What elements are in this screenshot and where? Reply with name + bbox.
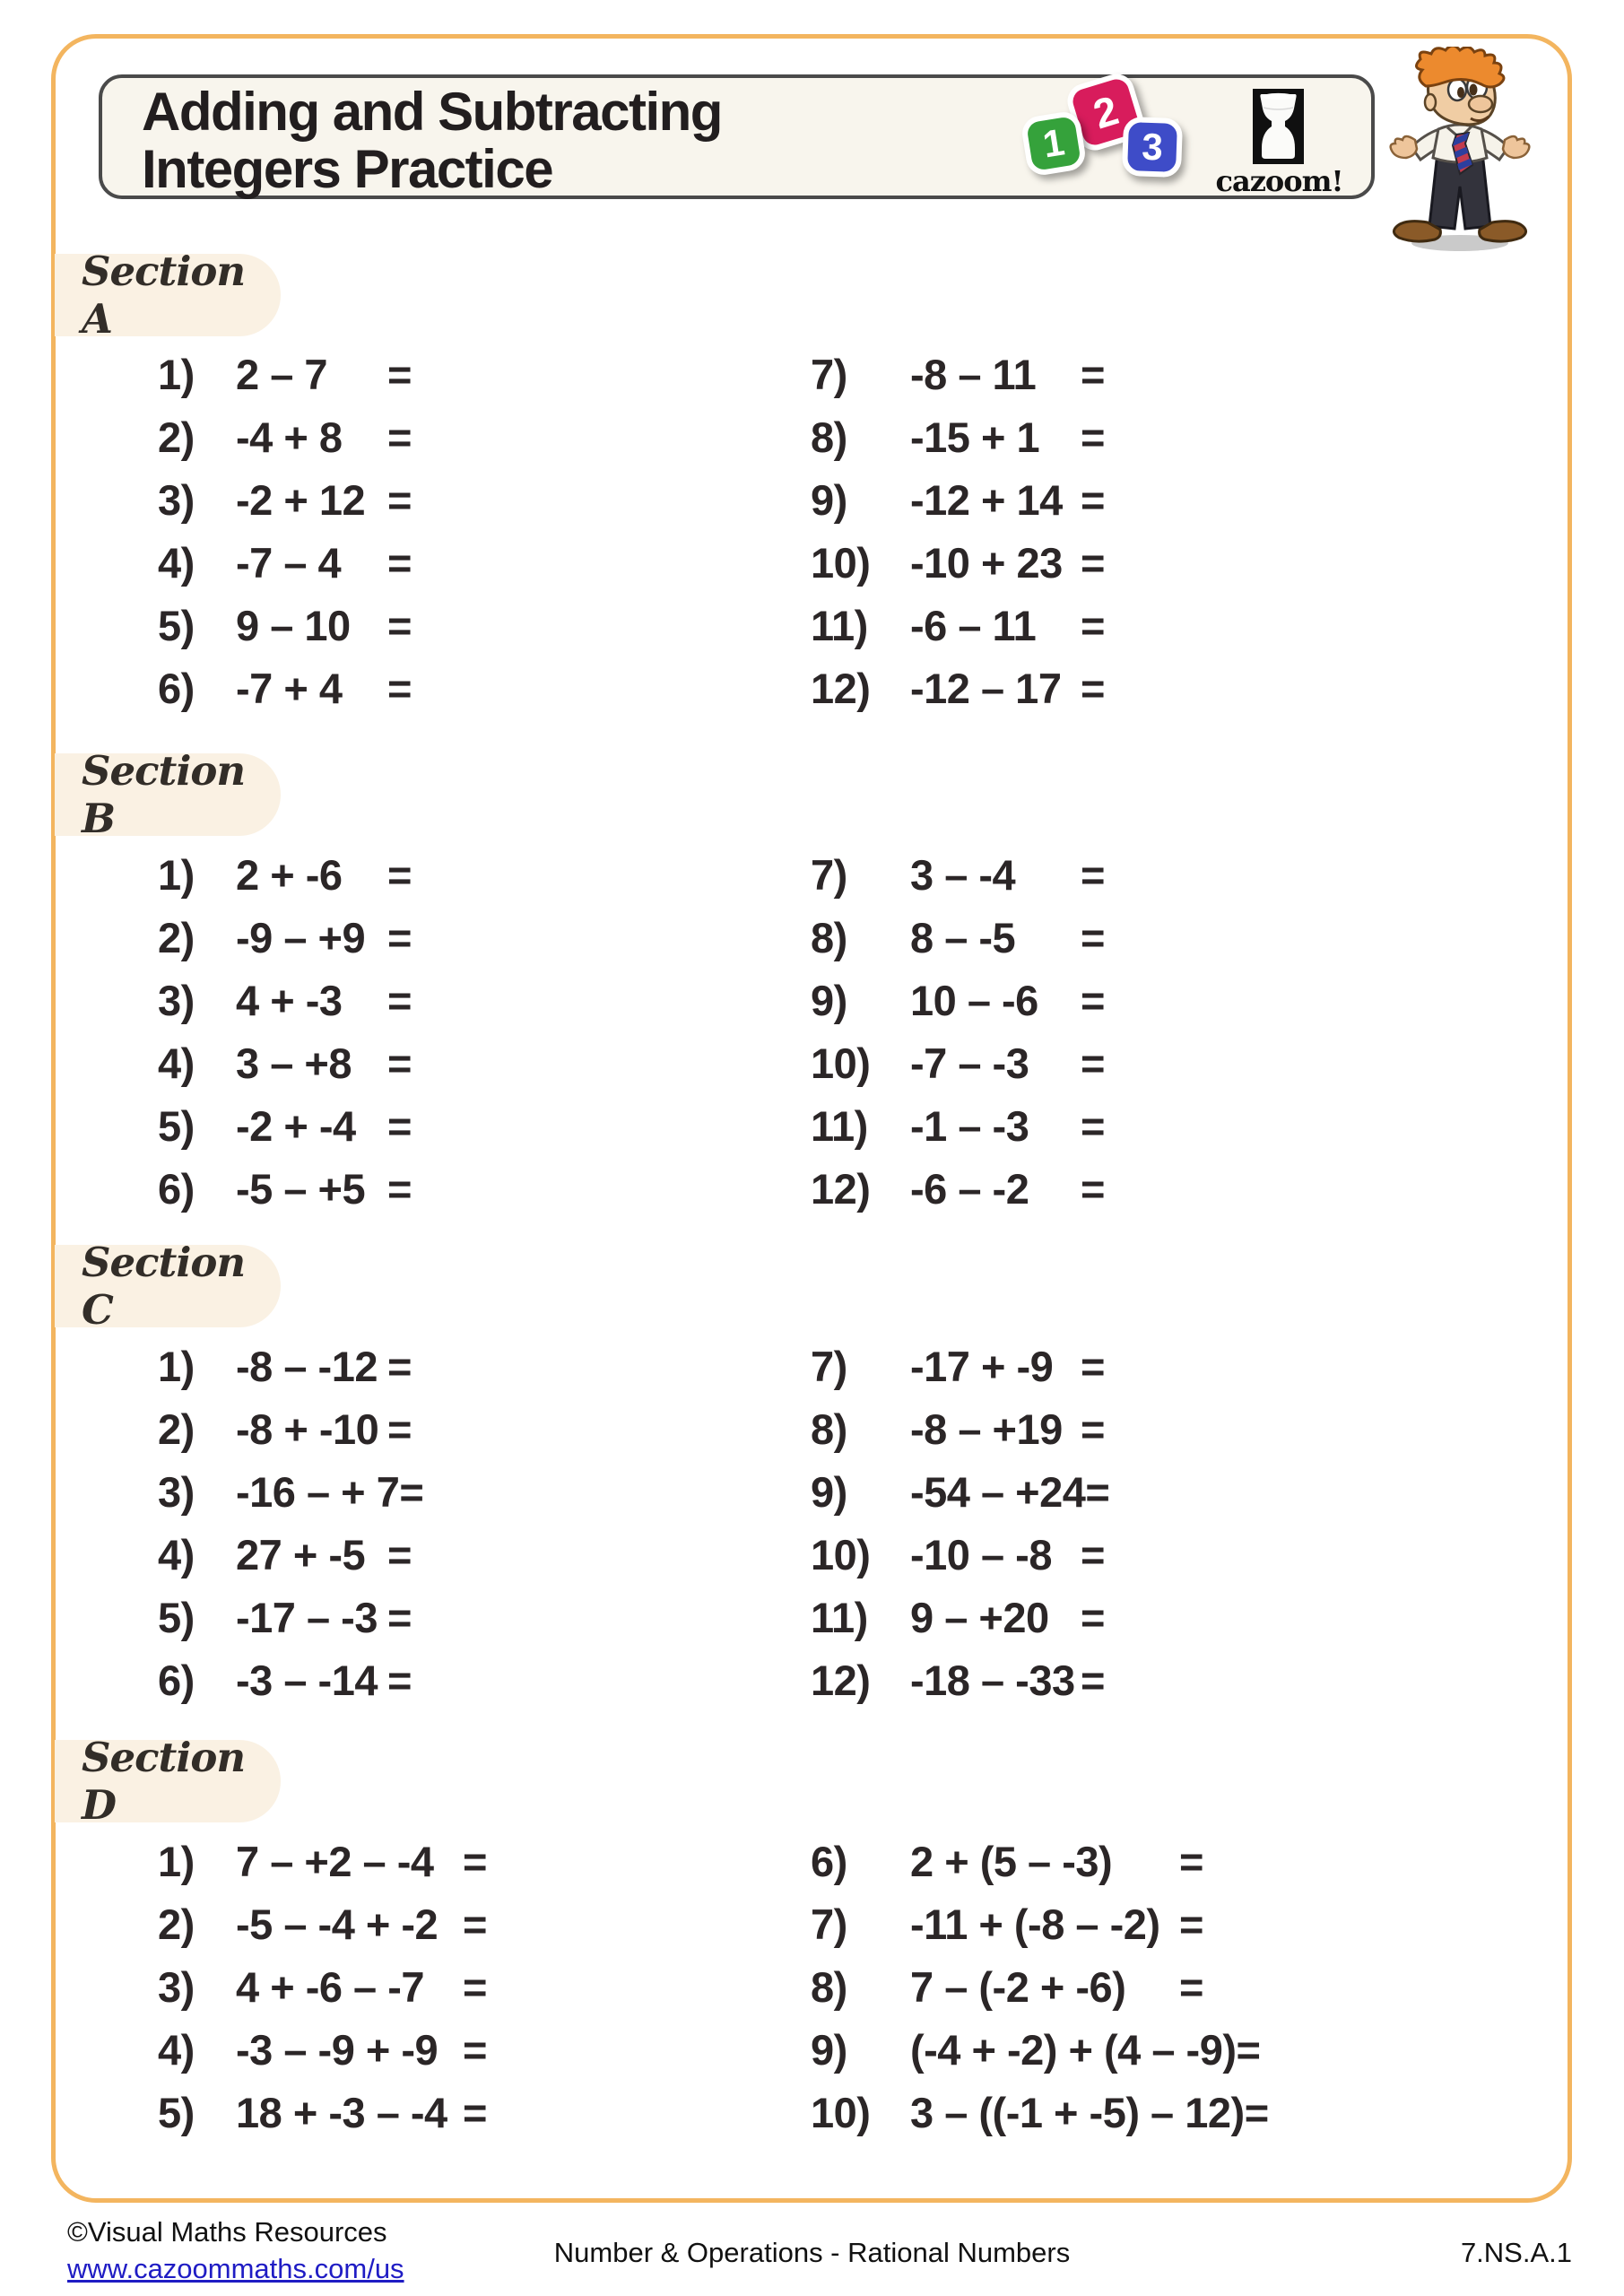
problem-expression: 18 + -3 – -4 [236, 2088, 447, 2136]
problem-row [811, 594, 1105, 657]
problem-row [158, 1335, 423, 1397]
page-title [142, 83, 722, 198]
equals-sign: = [387, 1593, 412, 1641]
problem-row [811, 969, 1105, 1031]
problem-row [158, 1397, 423, 1460]
problem-number: 1) [158, 1837, 195, 1885]
equals-sign: = [387, 1039, 412, 1087]
problem-number: 5) [158, 1593, 195, 1641]
problem-row [158, 468, 412, 531]
problem-number: 10) [811, 2088, 871, 2136]
equals-sign: = [387, 1342, 412, 1390]
problem-expression: -18 – -33 [910, 1656, 1075, 1704]
problem-expression: 4 + -3 [236, 976, 343, 1024]
problem-row [811, 906, 1105, 969]
problem-number: 5) [158, 2088, 195, 2136]
problem-number: 6) [811, 1837, 847, 1885]
problem-expression: 9 – +20 [910, 1593, 1049, 1641]
worksheet-header [99, 74, 1375, 199]
problem-expression: 3 – -4 [910, 850, 1016, 899]
equals-sign: = [387, 1164, 412, 1213]
problem-expression: -8 – -12 [236, 1342, 378, 1390]
problem-expression: -12 + 14 [910, 475, 1063, 524]
block-2-label: 2 [1088, 86, 1124, 138]
problem-row [158, 906, 412, 969]
equals-sign: = [1081, 913, 1105, 961]
problem-expression: -17 – -3 [236, 1593, 378, 1641]
problem-row [811, 1586, 1109, 1648]
equals-sign: = [387, 413, 412, 461]
problem-expression: 9 – 10 [236, 601, 351, 649]
section-c-badge [55, 1239, 281, 1334]
problem-expression: -10 – -8 [910, 1530, 1052, 1578]
problem-number: 8) [811, 913, 847, 961]
problem-row [158, 2081, 487, 2144]
block-3-label: 3 [1141, 125, 1164, 169]
problem-number: 1) [158, 350, 195, 398]
problem-number: 2) [158, 413, 195, 461]
footer-url-link[interactable]: www.cazoommaths.com/us [67, 2253, 404, 2284]
problem-row [158, 1830, 487, 1892]
problem-expression: -8 – 11 [910, 350, 1037, 398]
equals-sign: = [1081, 1039, 1105, 1087]
problem-expression: 3 – +8 [236, 1039, 352, 1087]
problem-row [158, 343, 412, 405]
problem-row [811, 2081, 1269, 2144]
problem-number: 11) [811, 1101, 868, 1150]
equals-sign: = [1081, 538, 1105, 587]
problem-number: 8) [811, 413, 847, 461]
equals-sign: = [387, 1405, 412, 1453]
problem-number: 7) [811, 1342, 847, 1390]
equals-sign: = [387, 601, 412, 649]
problem-number: 4) [158, 2025, 195, 2074]
problem-number: 9) [811, 475, 847, 524]
problem-number: 5) [158, 601, 195, 649]
problem-row [158, 1460, 423, 1523]
equals-sign: = [387, 664, 412, 712]
problem-row [158, 1523, 423, 1586]
problem-expression: 4 + -6 – -7 [236, 1962, 425, 2011]
problem-expression: -3 – -9 + -9 [236, 2025, 439, 2074]
problem-number: 10) [811, 538, 871, 587]
problem-number: 8) [811, 1405, 847, 1453]
equals-sign: = [463, 1962, 487, 2011]
problem-expression: (-4 + -2) + (4 – -9) [910, 2025, 1237, 2074]
problem-expression: -12 – 17 [910, 664, 1062, 712]
problem-row [158, 1157, 412, 1220]
problem-expression: -2 + 12 [236, 475, 366, 524]
equals-sign: = [463, 1837, 487, 1885]
problem-row [158, 594, 412, 657]
mascot-character [1388, 47, 1532, 255]
problem-number: 1) [158, 1342, 195, 1390]
problem-number: 12) [811, 1656, 871, 1704]
equals-sign: = [1179, 1837, 1203, 1885]
problem-row [811, 1031, 1105, 1094]
problem-row [811, 1460, 1109, 1523]
problem-number: 2) [158, 913, 195, 961]
problem-row [811, 657, 1105, 719]
problem-number: 9) [811, 1467, 847, 1516]
section-b-badge [55, 747, 281, 842]
problem-number: 2) [158, 1405, 195, 1453]
equals-sign: = [1081, 1405, 1105, 1453]
problem-row [158, 2018, 487, 2081]
problem-row [811, 531, 1105, 594]
problem-row [811, 1397, 1109, 1460]
problem-row [158, 657, 412, 719]
problem-expression: 2 + -6 [236, 850, 343, 899]
problem-expression: -7 – -3 [910, 1039, 1029, 1087]
equals-sign: = [1081, 976, 1105, 1024]
problem-expression: 10 – -6 [910, 976, 1038, 1024]
equals-sign: = [1081, 1164, 1105, 1213]
problem-row [811, 1335, 1109, 1397]
problem-row [811, 468, 1105, 531]
problem-expression: -17 + -9 [910, 1342, 1054, 1390]
problem-row [158, 843, 412, 906]
footer-copyright: ©Visual Maths Resources [67, 2216, 387, 2248]
equals-sign: = [387, 350, 412, 398]
problem-number: 12) [811, 1164, 871, 1213]
equals-sign: = [1081, 350, 1105, 398]
problem-row [811, 843, 1105, 906]
problem-row [811, 1955, 1269, 2018]
footer-standard-code: 7.NS.A.1 [1460, 2237, 1572, 2268]
problem-expression: 3 – ((-1 + -5) – 12) [910, 2088, 1245, 2136]
problem-number: 6) [158, 1164, 195, 1213]
equals-sign: = [1081, 475, 1105, 524]
problem-expression: -5 – +5 [236, 1164, 366, 1213]
problem-expression: 2 + (5 – -3) [910, 1837, 1113, 1885]
equals-sign: = [1179, 1900, 1203, 1948]
problem-expression: 2 – 7 [236, 350, 328, 398]
problem-number: 4) [158, 1039, 195, 1087]
problem-number: 3) [158, 976, 195, 1024]
problem-number: 7) [811, 1900, 847, 1948]
cazoom-drum-icon [1253, 89, 1304, 164]
problem-row [811, 2018, 1269, 2081]
equals-sign: = [387, 1101, 412, 1150]
section-c-label: Section C [82, 1239, 246, 1334]
page-title-line1: Adding and Subtracting [142, 82, 722, 142]
problem-expression: -1 – -3 [910, 1101, 1029, 1150]
problem-number: 4) [158, 538, 195, 587]
problem-expression: 27 + -5 [236, 1530, 366, 1578]
problem-expression: -6 – -2 [910, 1164, 1029, 1213]
problem-expression: -7 + 4 [236, 664, 343, 712]
equals-sign: = [1236, 2025, 1261, 2074]
equals-sign: = [387, 850, 412, 899]
equals-sign: = [1081, 413, 1105, 461]
problem-number: 12) [811, 664, 871, 712]
equals-sign: = [387, 1656, 412, 1704]
equals-sign: = [399, 1467, 424, 1516]
equals-sign: = [1081, 601, 1105, 649]
section-b-label: Section B [82, 747, 246, 842]
problem-row [158, 969, 412, 1031]
equals-sign: = [463, 2025, 487, 2074]
problem-number: 10) [811, 1039, 871, 1087]
problem-row [158, 531, 412, 594]
problem-number: 7) [811, 850, 847, 899]
equals-sign: = [1244, 2088, 1269, 2136]
problem-number: 11) [811, 601, 868, 649]
problem-row [811, 1830, 1269, 1892]
problem-number: 1) [158, 850, 195, 899]
footer-topic: Number & Operations - Rational Numbers [553, 2237, 1071, 2268]
section-a-label: Section A [82, 248, 246, 343]
equals-sign: = [1081, 1101, 1105, 1150]
problem-row [158, 405, 412, 468]
equals-sign: = [463, 2088, 487, 2136]
equals-sign: = [1081, 1656, 1105, 1704]
problem-expression: -5 – -4 + -2 [236, 1900, 439, 1948]
section-d-label: Section D [82, 1734, 246, 1829]
equals-sign: = [1179, 1962, 1203, 2011]
equals-sign: = [1085, 1467, 1110, 1516]
equals-sign: = [1081, 1593, 1105, 1641]
problem-number: 10) [811, 1530, 871, 1578]
problem-expression: -8 + -10 [236, 1405, 379, 1453]
problem-expression: -8 – +19 [910, 1405, 1063, 1453]
problem-number: 7) [811, 350, 847, 398]
number-block-1-icon [1020, 109, 1088, 178]
problem-row [811, 1094, 1105, 1157]
problem-expression: -11 + (-8 – -2) [910, 1900, 1160, 1948]
problem-number: 3) [158, 1467, 195, 1516]
problem-expression: -10 + 23 [910, 538, 1063, 587]
problem-row [811, 1523, 1109, 1586]
section-a-badge [55, 248, 281, 343]
problem-row [811, 1648, 1109, 1711]
equals-sign: = [1081, 1342, 1105, 1390]
problem-row [158, 1648, 423, 1711]
equals-sign: = [387, 475, 412, 524]
problem-row [158, 1586, 423, 1648]
equals-sign: = [387, 1530, 412, 1578]
problem-expression: -4 + 8 [236, 413, 343, 461]
problem-row [158, 1094, 412, 1157]
problem-number: 9) [811, 2025, 847, 2074]
problem-number: 4) [158, 1530, 195, 1578]
problem-row [811, 343, 1105, 405]
problem-row [158, 1031, 412, 1094]
cazoom-brand: cazoom! [1215, 164, 1343, 198]
equals-sign: = [463, 1900, 487, 1948]
section-d-badge [55, 1734, 281, 1829]
equals-sign: = [387, 913, 412, 961]
equals-sign: = [1081, 1530, 1105, 1578]
equals-sign: = [387, 538, 412, 587]
problem-number: 3) [158, 475, 195, 524]
problem-expression: -15 + 1 [910, 413, 1040, 461]
block-1-label: 1 [1039, 120, 1068, 166]
problem-expression: -9 – +9 [236, 913, 366, 961]
problem-expression: -6 – 11 [910, 601, 1037, 649]
problem-number: 9) [811, 976, 847, 1024]
number-block-3-icon [1122, 117, 1183, 178]
problem-number: 6) [158, 1656, 195, 1704]
problem-expression: 8 – -5 [910, 913, 1016, 961]
problem-expression: -7 – 4 [236, 538, 342, 587]
problem-number: 6) [158, 664, 195, 712]
problem-number: 5) [158, 1101, 195, 1150]
problem-row [158, 1955, 487, 2018]
problem-expression: -2 + -4 [236, 1101, 356, 1150]
problem-number: 2) [158, 1900, 195, 1948]
equals-sign: = [1081, 850, 1105, 899]
problem-number: 11) [811, 1593, 868, 1641]
problem-expression: 7 – +2 – -4 [236, 1837, 434, 1885]
page-title-line2: Integers Practice [142, 139, 553, 199]
equals-sign: = [387, 976, 412, 1024]
equals-sign: = [1081, 664, 1105, 712]
problem-row [811, 1892, 1269, 1955]
problem-number: 8) [811, 1962, 847, 2011]
problem-number: 3) [158, 1962, 195, 2011]
problem-expression: 7 – (-2 + -6) [910, 1962, 1126, 2011]
problem-row [811, 1157, 1105, 1220]
problem-row [811, 405, 1105, 468]
problem-expression: -3 – -14 [236, 1656, 378, 1704]
problem-row [158, 1892, 487, 1955]
problem-expression: -16 – + 7 [236, 1467, 400, 1516]
problem-expression: -54 – +24 [910, 1467, 1086, 1516]
